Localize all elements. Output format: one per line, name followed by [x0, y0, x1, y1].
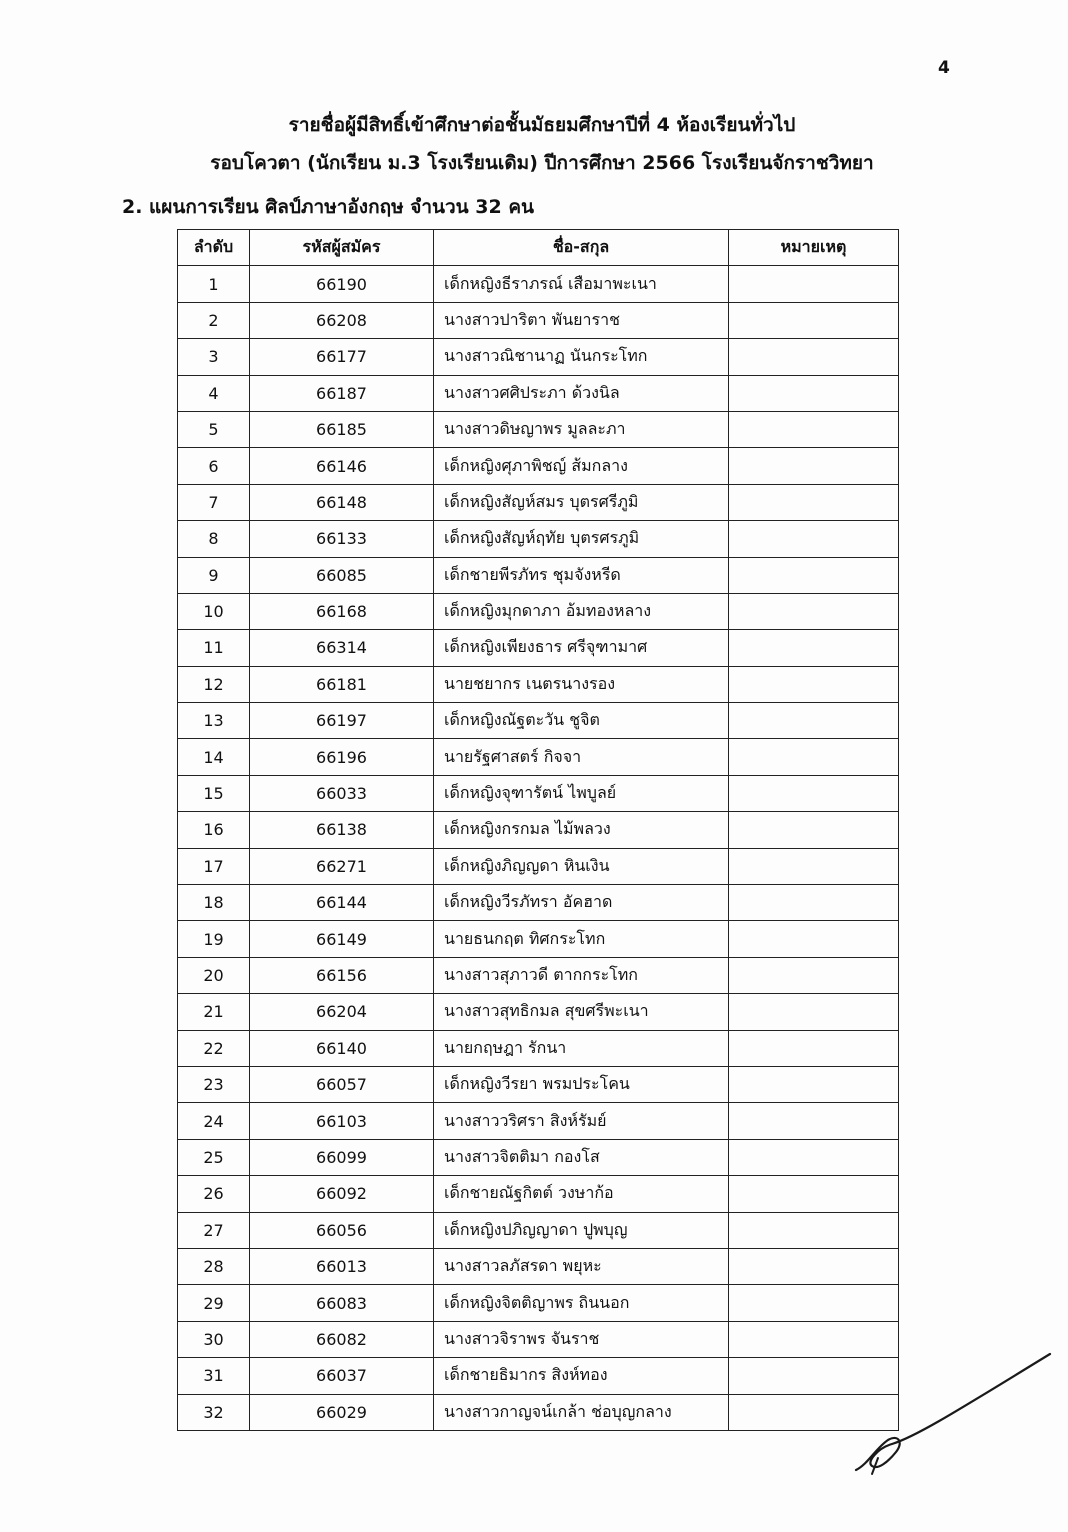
table-row — [178, 1248, 899, 1284]
row-number: 20 — [178, 957, 250, 993]
row-number: 28 — [178, 1248, 250, 1284]
row-number: 16 — [178, 812, 250, 848]
header-no: ลำดับ — [178, 230, 250, 266]
remark-cell — [729, 1212, 899, 1248]
applicant-id: 66187 — [250, 375, 434, 411]
table-row — [178, 1030, 899, 1066]
remark-cell — [729, 593, 899, 629]
row-number: 10 — [178, 593, 250, 629]
student-name: เด็กชายพีรภัทร ชุมจังหรีด — [434, 557, 729, 593]
row-number: 14 — [178, 739, 250, 775]
applicant-id: 66146 — [250, 448, 434, 484]
student-name: เด็กหญิงกรกมล ไม้พลวง — [434, 812, 729, 848]
student-name: เด็กหญิงสัญห์ฤทัย บุตรศรภูมิ — [434, 521, 729, 557]
table-row — [178, 885, 899, 921]
row-number: 31 — [178, 1358, 250, 1394]
student-name: เด็กหญิงจิตติญาพร ถินนอก — [434, 1285, 729, 1321]
applicant-id: 66029 — [250, 1394, 434, 1430]
table-row — [178, 1212, 899, 1248]
remark-cell — [729, 266, 899, 302]
row-number: 24 — [178, 1103, 250, 1139]
table-row — [178, 1285, 899, 1321]
table-row — [178, 593, 899, 629]
applicant-id: 66144 — [250, 885, 434, 921]
remark-cell — [729, 411, 899, 447]
table-body — [178, 266, 899, 1431]
applicant-id: 66156 — [250, 957, 434, 993]
table-row — [178, 848, 899, 884]
remark-cell — [729, 630, 899, 666]
row-number: 2 — [178, 302, 250, 338]
row-number: 1 — [178, 266, 250, 302]
row-number: 13 — [178, 703, 250, 739]
student-name: นายรัฐศาสตร์ กิจจา — [434, 739, 729, 775]
applicant-id: 66140 — [250, 1030, 434, 1066]
applicant-id: 66056 — [250, 1212, 434, 1248]
student-name: เด็กหญิงธีราภรณ์ เสือมาพะเนา — [434, 266, 729, 302]
table-row — [178, 557, 899, 593]
applicant-id: 66092 — [250, 1176, 434, 1212]
student-name: เด็กหญิงวีรภัทรา อัคฮาด — [434, 885, 729, 921]
applicant-id: 66208 — [250, 302, 434, 338]
student-name: นางสาวปาริตา พันยาราช — [434, 302, 729, 338]
remark-cell — [729, 957, 899, 993]
student-name: นางสาวจิราพร จันราช — [434, 1321, 729, 1357]
table-row — [178, 302, 899, 338]
row-number: 21 — [178, 994, 250, 1030]
student-name: นางสาวดิษญาพร มูลละภา — [434, 411, 729, 447]
student-name: นางสาวสุทธิกมล สุขศรีพะเนา — [434, 994, 729, 1030]
applicant-id: 66196 — [250, 739, 434, 775]
table-row — [178, 266, 899, 302]
table-row — [178, 1103, 899, 1139]
row-number: 25 — [178, 1139, 250, 1175]
remark-cell — [729, 921, 899, 957]
student-name: นายกฤษฎา รักนา — [434, 1030, 729, 1066]
table-row — [178, 339, 899, 375]
table-row — [178, 630, 899, 666]
row-number: 8 — [178, 521, 250, 557]
applicant-id: 66103 — [250, 1103, 434, 1139]
row-number: 30 — [178, 1321, 250, 1357]
student-name: นางสาวณิชานาฏ นันกระโทก — [434, 339, 729, 375]
student-name: นางสาวศศิประภา ด้วงนิล — [434, 375, 729, 411]
student-name: เด็กชายธิมากร สิงห์ทอง — [434, 1358, 729, 1394]
student-name: เด็กหญิงศุภาพิชญ์ ส้มกลาง — [434, 448, 729, 484]
section-heading: 2. แผนการเรียน ศิลป์ภาษาอังกฤษ จำนวน 32 คน — [122, 196, 535, 218]
applicant-id: 66099 — [250, 1139, 434, 1175]
row-number: 7 — [178, 484, 250, 520]
student-name: เด็กหญิงณัฐตะวัน ชูจิต — [434, 703, 729, 739]
table-row — [178, 812, 899, 848]
row-number: 23 — [178, 1066, 250, 1102]
student-name: เด็กชายณัฐกิตต์ วงษาก้อ — [434, 1176, 729, 1212]
remark-cell — [729, 302, 899, 338]
row-number: 32 — [178, 1394, 250, 1430]
row-number: 3 — [178, 339, 250, 375]
remark-cell — [729, 994, 899, 1030]
student-name: เด็กหญิงภิญญดา หินเงิน — [434, 848, 729, 884]
applicant-id: 66057 — [250, 1066, 434, 1102]
applicant-id: 66190 — [250, 266, 434, 302]
remark-cell — [729, 885, 899, 921]
row-number: 27 — [178, 1212, 250, 1248]
header-remark: หมายเหตุ — [729, 230, 899, 266]
remark-cell — [729, 1066, 899, 1102]
table-row — [178, 1394, 899, 1430]
applicant-id: 66168 — [250, 593, 434, 629]
table-row — [178, 1321, 899, 1357]
row-number: 4 — [178, 375, 250, 411]
row-number: 17 — [178, 848, 250, 884]
table-row — [178, 411, 899, 447]
table-row — [178, 957, 899, 993]
applicant-id: 66185 — [250, 411, 434, 447]
applicant-id: 66138 — [250, 812, 434, 848]
row-number: 18 — [178, 885, 250, 921]
applicant-id: 66085 — [250, 557, 434, 593]
applicant-id: 66181 — [250, 666, 434, 702]
applicant-id: 66082 — [250, 1321, 434, 1357]
row-number: 22 — [178, 1030, 250, 1066]
table-row — [178, 739, 899, 775]
remark-cell — [729, 448, 899, 484]
applicant-id: 66149 — [250, 921, 434, 957]
header-name: ชื่อ-สกุล — [434, 230, 729, 266]
applicant-id: 66083 — [250, 1285, 434, 1321]
student-name: เด็กหญิงจุฑารัตน์ ไพบูลย์ — [434, 775, 729, 811]
table-row — [178, 775, 899, 811]
student-name: นางสาวกาญจน์เกล้า ช่อบุญกลาง — [434, 1394, 729, 1430]
applicant-id: 66271 — [250, 848, 434, 884]
table-row — [178, 375, 899, 411]
row-number: 6 — [178, 448, 250, 484]
table-row — [178, 1066, 899, 1102]
remark-cell — [729, 848, 899, 884]
remark-cell — [729, 739, 899, 775]
roster-table — [177, 229, 899, 1431]
remark-cell — [729, 521, 899, 557]
student-name: นายชยากร เนตรนางรอง — [434, 666, 729, 702]
applicant-id: 66037 — [250, 1358, 434, 1394]
remark-cell — [729, 557, 899, 593]
table-row — [178, 448, 899, 484]
remark-cell — [729, 666, 899, 702]
applicant-id: 66013 — [250, 1248, 434, 1284]
remark-cell — [729, 1103, 899, 1139]
student-name: เด็กหญิงสัญห์สมร บุตรศรีภูมิ — [434, 484, 729, 520]
row-number: 29 — [178, 1285, 250, 1321]
applicant-id: 66148 — [250, 484, 434, 520]
student-name: นายธนกฤต ทิศกระโทก — [434, 921, 729, 957]
row-number: 26 — [178, 1176, 250, 1212]
remark-cell — [729, 339, 899, 375]
table-row — [178, 1358, 899, 1394]
document-subtitle: รอบโควตา (นักเรียน ม.3 โรงเรียนเดิม) ปีการศึกษา 2566 โรงเรียนจักราชวิทยา — [210, 152, 874, 174]
table-header-row — [178, 230, 899, 266]
row-number: 11 — [178, 630, 250, 666]
document-title: รายชื่อผู้มีสิทธิ์เข้าศึกษาต่อชั้นมัธยมศึกษาปีที่ 4 ห้องเรียนทั่วไป — [288, 114, 796, 136]
student-name: นางสาวสุภาวดี ตากกระโทก — [434, 957, 729, 993]
table-row — [178, 994, 899, 1030]
remark-cell — [729, 375, 899, 411]
student-name: เด็กหญิงปภิญญาดา ปูพบุญ — [434, 1212, 729, 1248]
signature — [848, 1352, 1058, 1482]
applicant-id: 66314 — [250, 630, 434, 666]
remark-cell — [729, 1285, 899, 1321]
row-number: 5 — [178, 411, 250, 447]
remark-cell — [729, 1030, 899, 1066]
table-row — [178, 484, 899, 520]
header-applicant-id: รหัสผู้สมัคร — [250, 230, 434, 266]
applicant-id: 66177 — [250, 339, 434, 375]
table-row — [178, 1139, 899, 1175]
table-row — [178, 666, 899, 702]
remark-cell — [729, 484, 899, 520]
table-row — [178, 921, 899, 957]
remark-cell — [729, 812, 899, 848]
applicant-id: 66197 — [250, 703, 434, 739]
page-number: 4 — [938, 58, 950, 78]
remark-cell — [729, 775, 899, 811]
remark-cell — [729, 1139, 899, 1175]
row-number: 9 — [178, 557, 250, 593]
row-number: 15 — [178, 775, 250, 811]
table-row — [178, 521, 899, 557]
row-number: 12 — [178, 666, 250, 702]
remark-cell — [729, 1176, 899, 1212]
applicant-id: 66204 — [250, 994, 434, 1030]
student-name: นางสาววริศรา สิงห์รัมย์ — [434, 1103, 729, 1139]
applicant-id: 66133 — [250, 521, 434, 557]
applicant-id: 66033 — [250, 775, 434, 811]
student-name: นางสาวจิตติมา กองโส — [434, 1139, 729, 1175]
student-name: เด็กหญิงวีรยา พรมประโคน — [434, 1066, 729, 1102]
row-number: 19 — [178, 921, 250, 957]
student-name: นางสาวลภัสรดา พยุหะ — [434, 1248, 729, 1284]
table-row — [178, 703, 899, 739]
student-name: เด็กหญิงเพียงธาร ศรีจุฑามาศ — [434, 630, 729, 666]
table-row — [178, 1176, 899, 1212]
student-name: เด็กหญิงมุกดาภา อ้มทองหลาง — [434, 593, 729, 629]
remark-cell — [729, 1248, 899, 1284]
remark-cell — [729, 703, 899, 739]
